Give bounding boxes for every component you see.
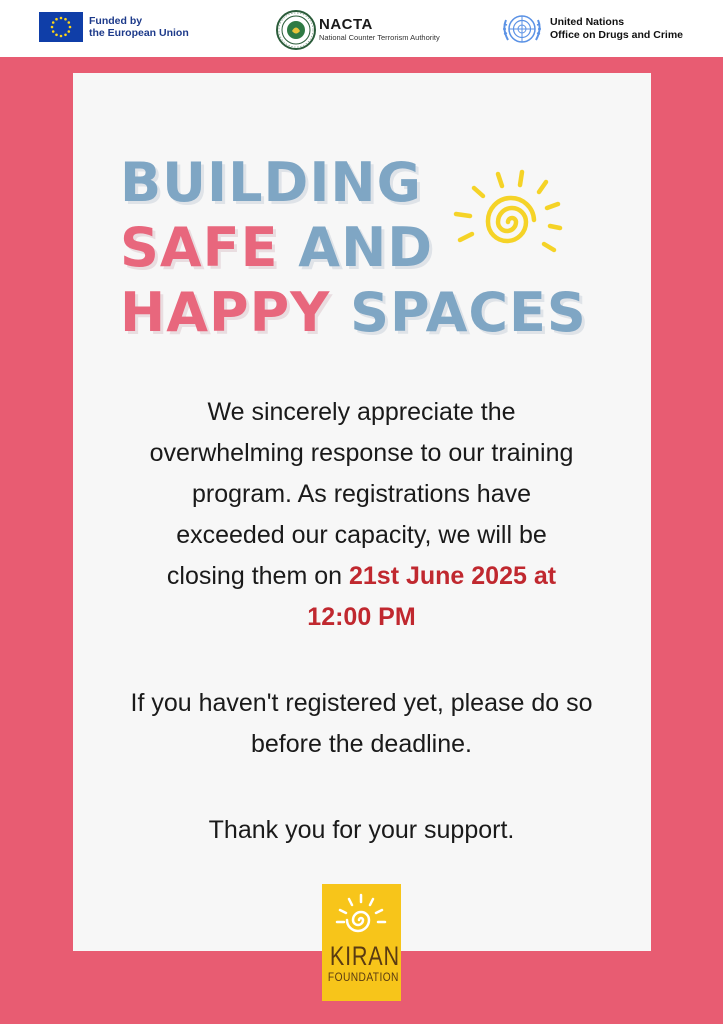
eu-flag-icon — [39, 12, 83, 42]
para1-line5 — [95, 556, 628, 597]
eu-logo — [39, 12, 189, 42]
sun-icon — [446, 168, 578, 272]
para1-line2: overwhelming response to our training — [149, 439, 574, 467]
title-word-spaces: SPACES — [350, 281, 587, 344]
para1-line4: exceeded our capacity, we will be — [176, 521, 547, 549]
title-word-and: AND — [298, 216, 434, 279]
para1-line3: program. As registrations have — [191, 480, 532, 508]
nacta-seal-icon — [276, 10, 316, 50]
title-word-happy: HAPPY — [120, 281, 331, 344]
thank-you-text: Thank you for your support. — [208, 816, 515, 844]
reminder-paragraph — [95, 683, 628, 765]
deadline-date: 21st June 2025 at — [348, 562, 557, 590]
appreciation-paragraph — [95, 392, 628, 638]
un-emblem-icon — [500, 10, 544, 48]
nacta-logo — [276, 10, 440, 50]
title-word-safe: SAFE — [120, 216, 279, 279]
deadline-time: 12:00 PM — [307, 603, 416, 631]
title-word-building: BUILDING — [120, 151, 422, 214]
kiran-foundation-logo — [322, 884, 401, 1001]
closing-text: closing them on — [166, 562, 343, 590]
para2-line2: before the deadline. — [250, 730, 472, 758]
nacta-subtitle: National Counter Terrorism Authority — [319, 33, 440, 42]
un-line2: Office on Drugs and Crime — [550, 29, 684, 41]
unodc-logo — [500, 10, 683, 48]
eu-line1: Funded by — [89, 15, 143, 27]
eu-text — [89, 15, 189, 39]
para2-line1: If you haven't registered yet, please do so — [130, 689, 593, 717]
title-line-3 — [120, 280, 587, 345]
kiran-sub: FOUNDATION — [327, 970, 399, 984]
kiran-name: KIRAN — [329, 941, 400, 971]
nacta-name: NACTA — [319, 16, 373, 33]
eu-line2: the European Union — [89, 27, 189, 39]
logo-header — [0, 0, 723, 57]
nacta-text — [319, 17, 440, 43]
kiran-sun-icon — [334, 892, 389, 942]
unodc-text — [550, 16, 683, 42]
un-line1: United Nations — [550, 16, 625, 28]
para1-line1: We sincerely appreciate the — [207, 398, 516, 426]
